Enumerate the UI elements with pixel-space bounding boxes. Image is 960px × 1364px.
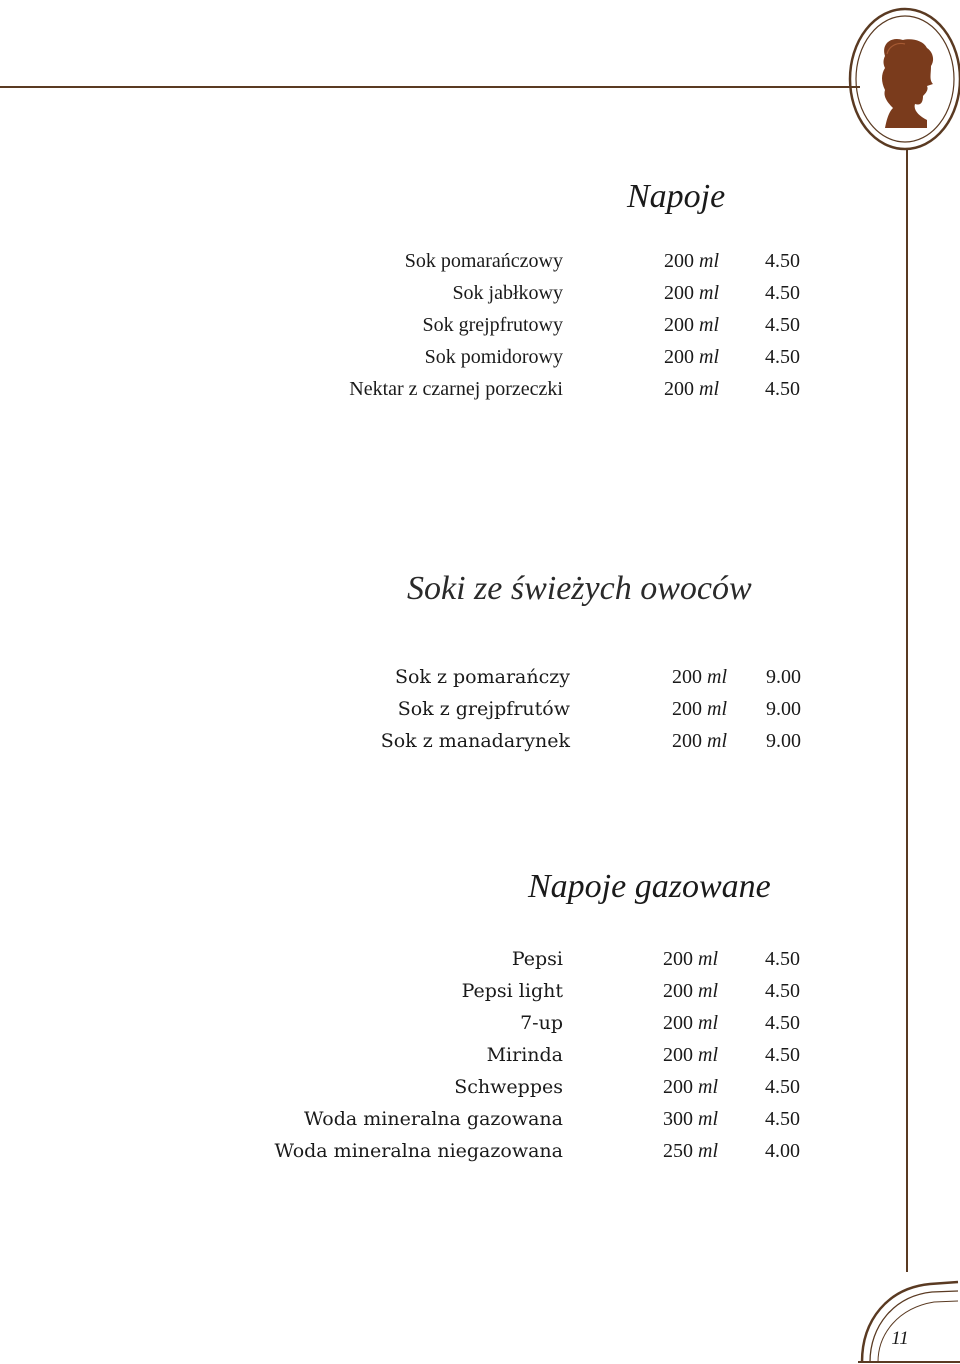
item-price: 9.00	[766, 698, 801, 720]
item-volume: 200 ml	[663, 948, 718, 970]
item-name: 7-up	[520, 1012, 563, 1034]
corner-flourish-icon	[858, 1280, 960, 1364]
menu-item	[0, 378, 900, 410]
section-title-sparkling-drinks: Napoje gazowane	[528, 868, 771, 905]
item-name: Sok jabłkowy	[452, 282, 563, 304]
right-border-line	[906, 150, 908, 1272]
item-price: 4.50	[765, 346, 800, 368]
item-volume: 200 ml	[663, 1076, 718, 1098]
page-number: 11	[891, 1328, 909, 1349]
item-name: Schweppes	[454, 1076, 563, 1098]
item-price: 4.50	[765, 1108, 800, 1130]
item-name: Woda mineralna gazowana	[304, 1108, 563, 1130]
item-volume: 200 ml	[664, 378, 719, 400]
item-name: Woda mineralna niegazowana	[274, 1140, 563, 1162]
item-volume: 200 ml	[663, 1012, 718, 1034]
top-border-line	[0, 86, 860, 88]
item-name: Sok pomidorowy	[424, 346, 563, 368]
item-price: 4.00	[765, 1140, 800, 1162]
menu-item	[0, 1076, 900, 1108]
item-price: 4.50	[765, 314, 800, 336]
item-volume: 200 ml	[672, 730, 727, 752]
item-price: 9.00	[766, 666, 801, 688]
item-volume: 200 ml	[663, 980, 718, 1002]
menu-item	[0, 1108, 900, 1140]
item-volume: 300 ml	[663, 1108, 718, 1130]
menu-item	[0, 1044, 900, 1076]
menu-item	[0, 314, 900, 346]
item-volume: 200 ml	[664, 282, 719, 304]
item-volume: 200 ml	[664, 314, 719, 336]
item-price: 4.50	[765, 378, 800, 400]
menu-item	[0, 1012, 900, 1044]
cameo-silhouette-icon	[845, 4, 960, 154]
item-name: Pepsi	[511, 948, 563, 970]
item-name: Mirinda	[486, 1044, 563, 1066]
item-price: 4.50	[765, 948, 800, 970]
item-price: 4.50	[765, 980, 800, 1002]
menu-item	[0, 666, 900, 698]
item-name: Sok z pomarańczy	[394, 666, 570, 688]
menu-item	[0, 980, 900, 1012]
item-name: Pepsi light	[461, 980, 563, 1002]
item-price: 4.50	[765, 1076, 800, 1098]
item-price: 9.00	[766, 730, 801, 752]
item-volume: 250 ml	[663, 1140, 718, 1162]
menu-item	[0, 250, 900, 282]
menu-item	[0, 1140, 900, 1172]
item-name: Nektar z czarnej porzeczki	[349, 378, 563, 400]
item-name: Sok grejpfrutowy	[422, 314, 563, 336]
item-name: Sok pomarańczowy	[404, 250, 563, 272]
section-title-fresh-juices: Soki ze świeżych owoców	[407, 570, 752, 607]
item-volume: 200 ml	[663, 1044, 718, 1066]
item-volume: 200 ml	[664, 250, 719, 272]
item-volume: 200 ml	[672, 698, 727, 720]
menu-item	[0, 730, 900, 762]
item-name: Sok z grejpfrutów	[397, 698, 570, 720]
item-volume: 200 ml	[664, 346, 719, 368]
item-price: 4.50	[765, 1044, 800, 1066]
section-title-napoje: Napoje	[627, 178, 726, 215]
menu-item	[0, 282, 900, 314]
item-volume: 200 ml	[672, 666, 727, 688]
menu-item	[0, 346, 900, 378]
item-price: 4.50	[765, 250, 800, 272]
item-name: Sok z manadarynek	[380, 730, 570, 752]
item-price: 4.50	[765, 282, 800, 304]
menu-item	[0, 948, 900, 980]
menu-item	[0, 698, 900, 730]
item-price: 4.50	[765, 1012, 800, 1034]
